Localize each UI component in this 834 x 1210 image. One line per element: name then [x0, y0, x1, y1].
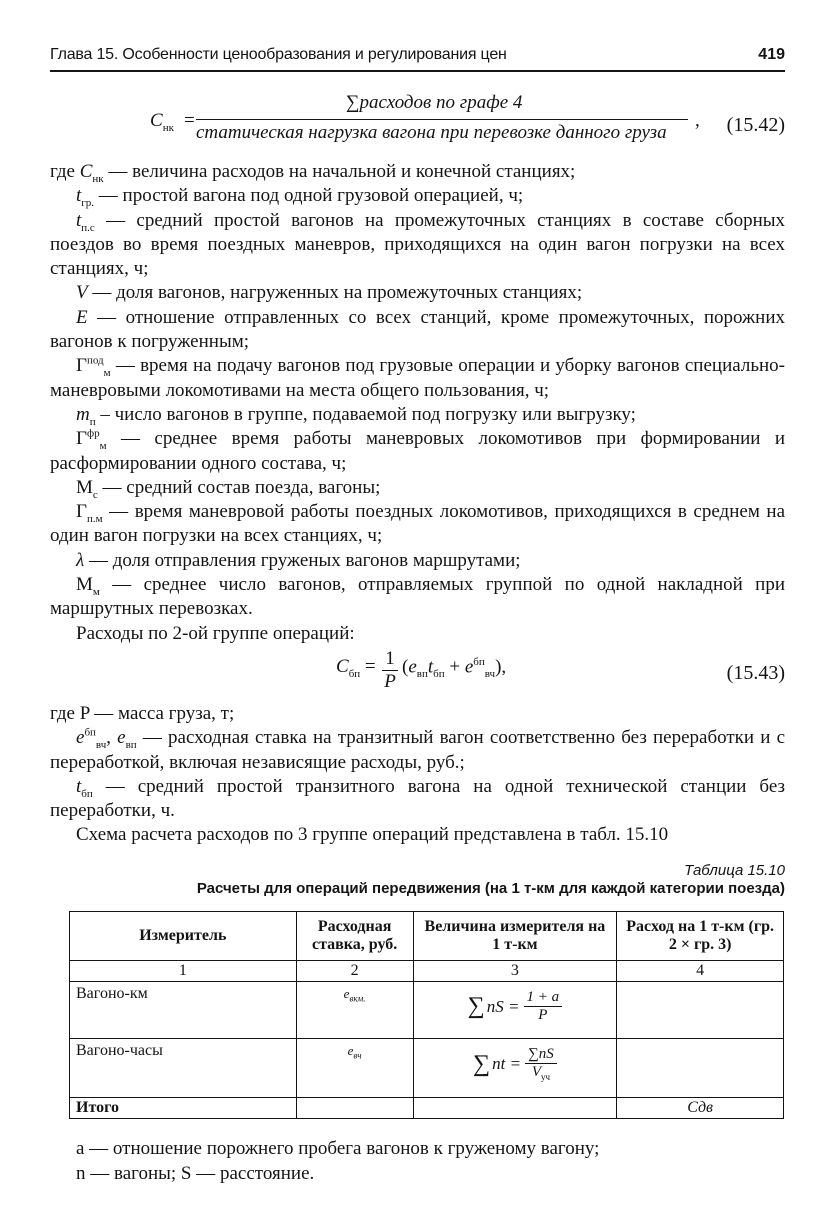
calculation-table: [69, 911, 784, 1119]
definition-line: λ — доля отправления груженых вагонов маршрутами;: [76, 549, 521, 571]
meter-cell: Вагоно-часы: [70, 1039, 297, 1098]
header-cell: Расходная ставка, руб.: [296, 912, 413, 961]
formula-15-42: [150, 92, 785, 152]
definition-line: $М_м$ — среднее число вагонов, отправляемых группой по одной накладной при маршрутных перевозках.: [50, 574, 785, 620]
formula-15-43: [50, 648, 785, 698]
formula-lhs: $C_{нк}$: [150, 110, 174, 134]
formula-sum-nt: ∑ nt = ∑nS $V_{уч}$: [473, 1046, 557, 1082]
definition-line: $t_{бп}$ — средний простой транзитного вагона на одной технической станции без переработки, ч.: [50, 775, 785, 822]
formula-number: (15.43): [726, 662, 785, 684]
definition-line: $Г^{фр}_м$ — среднее время работы маневровых локомотивов при формировании и расформировании одного состава, ч;: [50, 427, 785, 474]
definition-line: $t_{п.с}$ — средний простой вагонов на промежуточных станциях в составе сборных поездов во время поездных маневров, приходящихся на один вагон погрузки на всех станциях, ч;: [50, 209, 785, 280]
group2-intro: Расходы по 2-ой группе операций:: [76, 622, 355, 644]
expense-cell: [617, 1039, 784, 1098]
formula-rhs: $(e_{вп}t_{бп} + e^{бп}_{вч})$,: [402, 656, 507, 681]
table-row: [70, 982, 784, 1039]
table-row: [70, 1039, 784, 1098]
formula-lhs: $C_{бп}$ =: [336, 656, 376, 680]
footnote: n — вагоны; S — расстояние.: [76, 1163, 315, 1184]
formula-number: (15.42): [726, 114, 785, 136]
definition-line: $t_{гр.}$ — простой вагона под одной грузовой операцией, ч;: [76, 185, 524, 210]
formula-sum-ns: ∑ nS = 1 + a P: [468, 989, 562, 1024]
table-number: Таблица 15.10: [684, 862, 785, 879]
total-value: Сдв: [617, 1098, 784, 1119]
definition-line: E — отношение отправленных со всех станций, кроме промежуточных, порожних вагонов к погруженным;: [50, 306, 785, 353]
expense-cell: [617, 982, 784, 1039]
empty-cell: [296, 1098, 413, 1119]
definition-line: V — доля вагонов, нагруженных на промежуточных станциях;: [76, 282, 583, 304]
footnotes: [50, 1136, 785, 1186]
header-cell: Величина измерителя на 1 т-км: [413, 912, 617, 961]
definitions-block-2: [50, 702, 785, 848]
column-number: 4: [617, 961, 784, 982]
definition-line: $Г_{п.м}$ — время маневровой работы поездных локомотивов, приходящихся в среднем на один вагон погрузки на всех станциях, ч;: [50, 501, 785, 547]
definition-line: $Г^{под}_м$ — время на подачу вагонов под грузовые операции и уборку вагонов специально-маневровыми локомотивами на места общего пользования, ч;: [50, 355, 785, 401]
table-header-row: [70, 912, 784, 961]
fraction-bar: [196, 119, 688, 120]
rate-cell: $e_{вкм.}$: [296, 982, 413, 1039]
definition-line: $e^{бп}_{вч}$, $e_{вп}$ — расходная ставка на транзитный вагон соответственно без переработки и с переработкой, включая независящие расходы, руб.;: [50, 726, 786, 773]
one-over-p: 1 P: [382, 648, 398, 693]
total-label: Итого: [70, 1098, 297, 1119]
table-title: Расчеты для операций передвижения (на 1 т-км для каждой категории поезда): [196, 880, 785, 897]
scheme-sentence: Схема расчета расходов по 3 группе операций представлена в табл. 15.10: [76, 824, 669, 846]
total-row: [70, 1098, 784, 1119]
definition-line: $m_п$ – число вагонов в группе, подаваемой под погрузку или выгрузку;: [76, 403, 636, 428]
definitions-block: [50, 160, 785, 646]
definition-line: $М_с$ — средний состав поезда, вагоны;: [76, 476, 381, 501]
column-number-row: [70, 961, 784, 982]
formula-numerator: ∑расходов по графе 4: [346, 92, 523, 113]
page-number: 419: [758, 46, 785, 63]
page-header: [50, 42, 785, 72]
header-cell: Расход на 1 т-км (гр. 2 × гр. 3): [617, 912, 784, 961]
formula-comma: ,: [695, 110, 700, 131]
footnote: a — отношение порожнего пробега вагонов к груженому вагону;: [76, 1138, 600, 1159]
column-number: 3: [413, 961, 617, 982]
column-number: 2: [296, 961, 413, 982]
definition-line: где P — масса груза, т;: [50, 703, 235, 724]
meter-cell: Вагоно-км: [70, 982, 297, 1039]
definition-line: где $C_{нк}$ — величина расходов на начальной и конечной станциях;: [50, 161, 576, 185]
value-cell: [413, 1039, 617, 1098]
header-cell: Измеритель: [70, 912, 297, 961]
value-cell: [413, 982, 617, 1039]
formula-denominator: статическая нагрузка вагона при перевозке данного груза: [196, 122, 667, 143]
rate-cell: $e_{вч}$: [296, 1039, 413, 1098]
column-number: 1: [70, 961, 297, 982]
empty-cell: [413, 1098, 617, 1119]
equals-sign: =: [184, 110, 195, 131]
chapter-title: Глава 15. Особенности ценообразования и регулирования цен: [50, 46, 507, 63]
